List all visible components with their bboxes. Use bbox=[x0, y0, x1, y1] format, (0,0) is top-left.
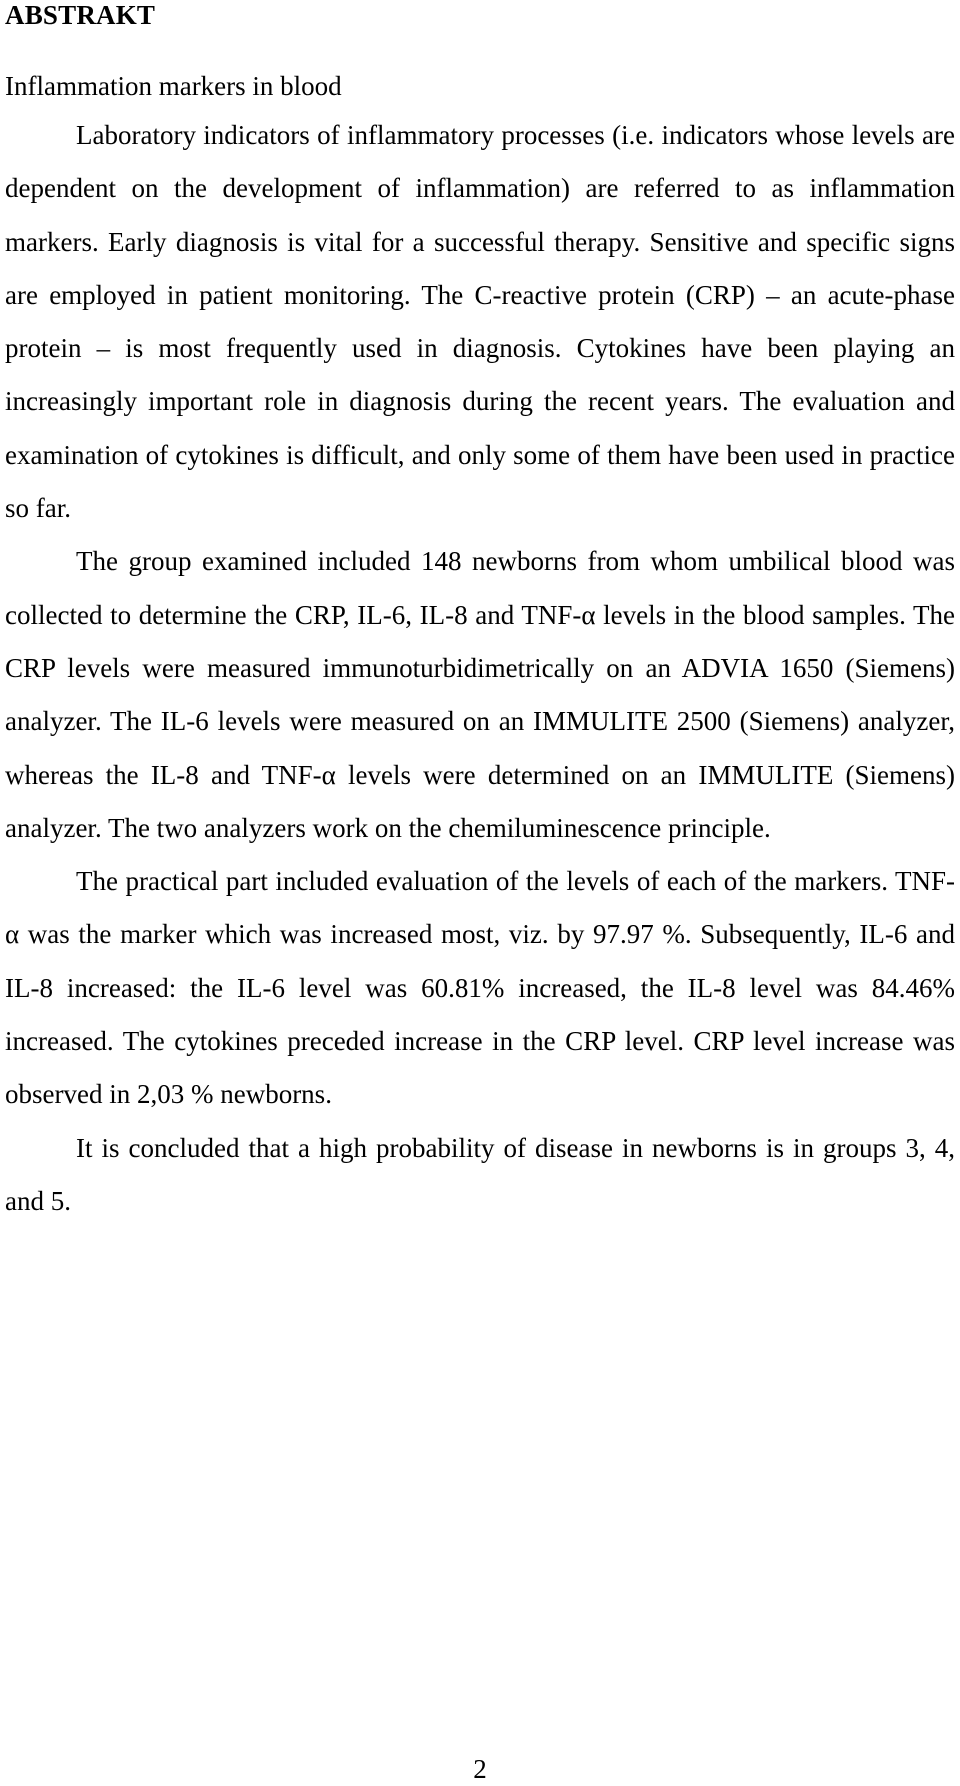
document-page bbox=[5, 0, 955, 1228]
abstract-subheading: Inflammation markers in blood bbox=[5, 71, 342, 101]
abstract-body bbox=[5, 109, 955, 1228]
abstract-heading: ABSTRAKT bbox=[5, 0, 156, 30]
paragraph-4: It is concluded that a high probability of disease in newborns is in groups 3, 4, and 5. bbox=[5, 1132, 955, 1216]
paragraph-1: Laboratory indicators of inflammatory processes (i.e. indicators whose levels are dependent on the development of inflammation) are referred to as inflammation markers. Early diagnosis is vital for a successful therapy. Sensitive and specific signs are employed in patient monitoring. The C-reactive protein (CRP) – an acute-phase protein – is most frequently used in diagnosis. Cytokines have been playing an increasingly important role in diagnosis during the recent years. The evaluation and examination of cytokines is difficult, and only some of them have been used in practice so far. bbox=[5, 120, 955, 524]
paragraph-3: The practical part included evaluation of the levels of each of the markers. TNF-α was the marker which was increased most, viz. by 97.97 %. Subsequently, IL-6 and IL-8 increased: the IL-6 level was 60.81% increased, the IL-8 level was 84.46% increased. The cytokines preceded increase in the CRP level. CRP level increase was observed in 2,03 % newborns. bbox=[5, 866, 955, 1110]
paragraph-2: The group examined included 148 newborns from whom umbilical blood was collected to determine the CRP, IL-6, IL-8 and TNF-α levels in the blood samples. The CRP levels were measured immunoturbidimetrically on an ADVIA 1650 (Siemens) analyzer. The IL-6 levels were measured on an IMMULITE 2500 (Siemens) analyzer, whereas the IL-8 and TNF-α levels were determined on an IMMULITE (Siemens) analyzer. The two analyzers work on the chemiluminescence principle. bbox=[5, 546, 955, 843]
page-number: 2 bbox=[473, 1754, 487, 1784]
